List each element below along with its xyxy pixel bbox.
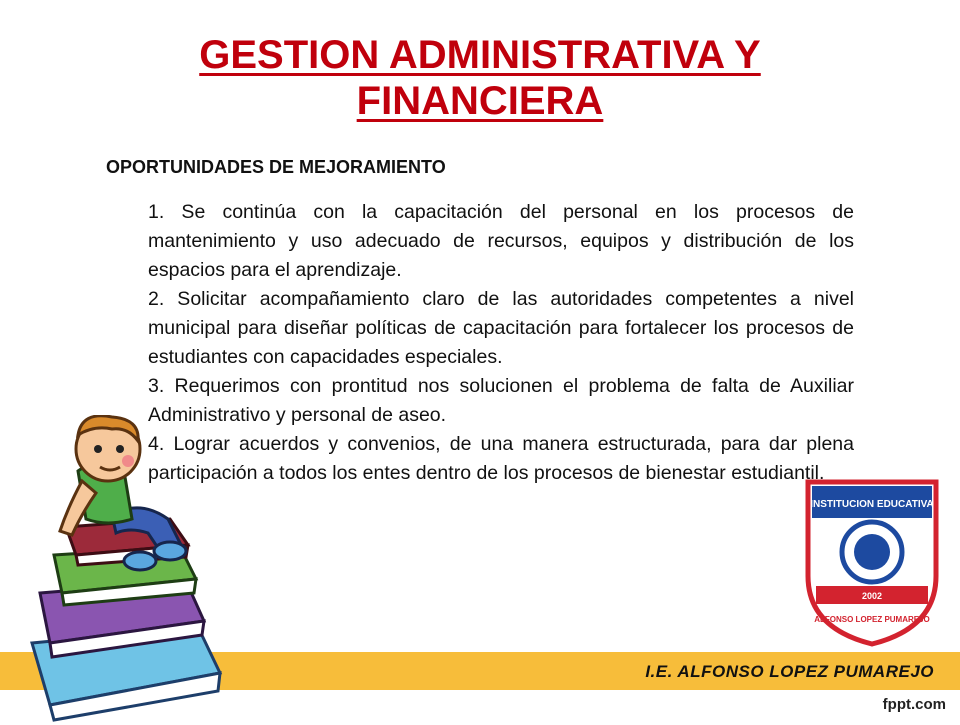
title-line-2: FINANCIERA	[356, 79, 604, 123]
section-subtitle: OPORTUNIDADES DE MEJORAMIENTO	[106, 157, 446, 177]
logo-bottom-text: ALFONSO LOPEZ PUMAREJO	[814, 615, 930, 624]
logo-top-text: INSTITUCION EDUCATIVA	[810, 499, 934, 510]
list-item: 3. Requerimos con prontitud nos solucionen el problema de falta de Auxiliar Administrativo y personal de aseo.	[148, 375, 854, 426]
list-item: 4. Lograr acuerdos y convenios, de una manera estructurada, para dar plena participación a todos los entes dentro de los procesos de bienestar estudiantil.	[148, 433, 854, 484]
page-title	[0, 32, 960, 124]
list-item: 2. Solicitar acompañamiento claro de las autoridades competentes a nivel municipal para diseñar políticas de capacitación para fortalecer los procesos de estudiantes con capacidades especiales.	[148, 288, 854, 368]
school-crest-logo	[802, 478, 942, 648]
footer-institution-label: I.E. ALFONSO LOPEZ PUMAREJO	[645, 662, 934, 681]
logo-year: 2002	[861, 591, 883, 601]
title-line-1: GESTION ADMINISTRATIVA Y	[199, 33, 761, 77]
improvement-list	[148, 198, 854, 488]
brand-watermark: fppt.com	[882, 696, 946, 713]
list-item: 1. Se continúa con la capacitación del personal en los procesos de mantenimiento y uso adecuado de recursos, equipos y distribución de los espacios para el aprendizaje.	[148, 201, 854, 281]
